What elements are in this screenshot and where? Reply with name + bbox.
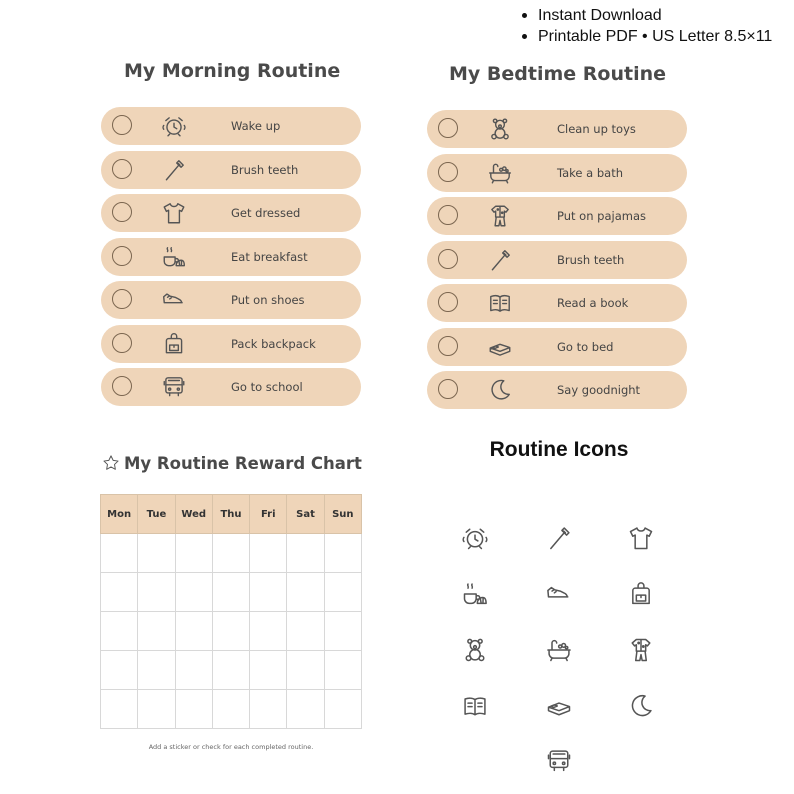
sticker-cell[interactable] — [324, 690, 361, 729]
moon-icon — [627, 692, 655, 720]
table-row — [101, 690, 362, 729]
routine-item-label: Take a bath — [557, 165, 623, 180]
bedtime-routine-item[interactable] — [427, 154, 687, 192]
toothbrush-icon — [487, 247, 513, 273]
backpack-icon — [627, 580, 655, 608]
toothbrush-icon — [161, 157, 187, 183]
routine-icons-title: Routine Icons — [489, 438, 629, 461]
alarm-clock-icon — [461, 524, 489, 552]
moon-icon — [487, 377, 513, 403]
sticker-cell[interactable] — [287, 690, 324, 729]
checkbox-circle[interactable] — [112, 115, 132, 135]
day-header-row — [101, 495, 362, 534]
checkbox-circle[interactable] — [438, 336, 458, 356]
day-header-mon: Mon — [101, 495, 138, 534]
alarm-clock-icon — [161, 113, 187, 139]
teddy-bear-icon — [461, 636, 489, 664]
routine-item-label: Clean up toys — [557, 122, 636, 136]
routine-icon-tile — [627, 692, 655, 720]
day-header-fri: Fri — [250, 495, 287, 534]
sticker-cell[interactable] — [212, 534, 249, 573]
routine-icon-tile — [545, 692, 573, 720]
shoes-icon — [161, 287, 187, 313]
checkbox-circle[interactable] — [112, 159, 132, 179]
sticker-cell[interactable] — [138, 534, 175, 573]
day-header-sat: Sat — [287, 495, 324, 534]
feature-item: Printable PDF • US Letter 8.5×11 — [520, 26, 772, 47]
routine-icon-tile — [545, 580, 573, 608]
sticker-cell[interactable] — [138, 573, 175, 612]
reward-chart-note: Add a sticker or check for each completed routine. — [148, 743, 314, 751]
sticker-cell[interactable] — [138, 612, 175, 651]
tshirt-icon — [627, 524, 655, 552]
sticker-cell[interactable] — [175, 690, 212, 729]
checkbox-circle[interactable] — [438, 249, 458, 269]
sticker-cell[interactable] — [212, 690, 249, 729]
breakfast-icon — [461, 580, 489, 608]
pajamas-icon — [627, 636, 655, 664]
routine-icon-tile — [627, 636, 655, 664]
feature-item: Instant Download — [520, 5, 772, 26]
bed-icon — [545, 692, 573, 720]
sticker-cell[interactable] — [287, 612, 324, 651]
sticker-cell[interactable] — [324, 573, 361, 612]
checkbox-circle[interactable] — [112, 333, 132, 353]
sticker-cell[interactable] — [175, 573, 212, 612]
breakfast-icon — [161, 244, 187, 270]
school-bus-icon — [545, 747, 573, 775]
reward-chart-title-text: My Routine Reward Chart — [124, 454, 362, 473]
teddy-bear-icon — [487, 116, 513, 142]
day-header-sun: Sun — [324, 495, 361, 534]
routine-icon-tile — [627, 580, 655, 608]
morning-routine-item[interactable] — [101, 107, 361, 145]
reward-chart-grid — [100, 494, 362, 729]
bedtime-routine-item[interactable] — [427, 284, 687, 322]
routine-item-label: Put on pajamas — [557, 209, 646, 223]
sticker-cell[interactable] — [138, 651, 175, 690]
book-icon — [487, 290, 513, 316]
table-row — [101, 651, 362, 690]
routine-item-label: Put on shoes — [231, 293, 305, 307]
toothbrush-icon — [545, 524, 573, 552]
morning-routine-item[interactable] — [101, 325, 361, 363]
sticker-cell[interactable] — [250, 573, 287, 612]
reward-chart-title — [102, 454, 362, 473]
pajamas-icon — [487, 203, 513, 229]
routine-item-label: Go to school — [231, 380, 303, 394]
checkbox-circle[interactable] — [112, 289, 132, 309]
bathtub-icon — [545, 636, 573, 664]
checkbox-circle[interactable] — [438, 292, 458, 312]
routine-item-label: Eat breakfast — [231, 249, 308, 264]
feature-list — [520, 5, 772, 47]
day-header-thu: Thu — [212, 495, 249, 534]
morning-routine-title: My Morning Routine — [124, 60, 341, 82]
morning-routine-item[interactable] — [101, 238, 361, 276]
table-row — [101, 612, 362, 651]
bedtime-routine-list — [427, 110, 687, 415]
routine-item-label: Say goodnight — [557, 383, 641, 397]
sticker-cell[interactable] — [101, 651, 138, 690]
morning-routine-item[interactable] — [101, 194, 361, 232]
sticker-cell[interactable] — [250, 651, 287, 690]
morning-routine-item[interactable] — [101, 281, 361, 319]
sticker-cell[interactable] — [287, 573, 324, 612]
shoes-icon — [545, 580, 573, 608]
bedtime-routine-item[interactable] — [427, 197, 687, 235]
routine-icon-tile — [627, 524, 655, 552]
routine-icon-tile — [545, 636, 573, 664]
sticker-cell[interactable] — [101, 534, 138, 573]
day-header-wed: Wed — [175, 495, 212, 534]
backpack-icon — [161, 331, 187, 357]
checkbox-circle[interactable] — [112, 202, 132, 222]
bathtub-icon — [487, 160, 513, 186]
routine-item-label: Go to bed — [557, 339, 614, 354]
tshirt-icon — [161, 200, 187, 226]
sticker-cell[interactable] — [287, 651, 324, 690]
sticker-cell[interactable] — [324, 612, 361, 651]
sticker-cell[interactable] — [250, 612, 287, 651]
sticker-cell[interactable] — [175, 651, 212, 690]
sticker-cell[interactable] — [101, 612, 138, 651]
bed-icon — [487, 334, 513, 360]
sticker-cell[interactable] — [287, 534, 324, 573]
bedtime-routine-item[interactable] — [427, 110, 687, 148]
sticker-cell[interactable] — [212, 573, 249, 612]
morning-routine-list — [101, 107, 361, 412]
bedtime-routine-title: My Bedtime Routine — [449, 63, 666, 85]
checkbox-circle[interactable] — [112, 246, 132, 266]
sticker-cell[interactable] — [101, 573, 138, 612]
morning-routine-item[interactable] — [101, 368, 361, 406]
sticker-cell[interactable] — [324, 534, 361, 573]
checkbox-circle[interactable] — [112, 376, 132, 396]
bedtime-routine-item[interactable] — [427, 241, 687, 279]
star-icon — [102, 454, 120, 472]
sticker-cell[interactable] — [175, 534, 212, 573]
routine-icon-tile — [461, 524, 489, 552]
table-row — [101, 534, 362, 573]
morning-routine-item[interactable] — [101, 151, 361, 189]
routine-icon-tile — [461, 636, 489, 664]
routine-item-label: Wake up — [231, 119, 281, 133]
routine-icon-tile — [545, 747, 573, 775]
school-bus-icon — [161, 374, 187, 400]
routine-item-label: Brush teeth — [557, 252, 625, 267]
routine-icon-tile — [461, 580, 489, 608]
routine-item-label: Brush teeth — [231, 162, 299, 177]
table-row — [101, 573, 362, 612]
routine-icon-tile — [461, 692, 489, 720]
checkbox-circle[interactable] — [438, 118, 458, 138]
sticker-cell[interactable] — [324, 651, 361, 690]
sticker-cell[interactable] — [212, 651, 249, 690]
sticker-cell[interactable] — [250, 534, 287, 573]
book-icon — [461, 692, 489, 720]
routine-item-label: Get dressed — [231, 206, 301, 220]
sticker-cell[interactable] — [250, 690, 287, 729]
sticker-cell[interactable] — [138, 690, 175, 729]
routine-icon-tile — [545, 524, 573, 552]
checkbox-circle[interactable] — [438, 205, 458, 225]
checkbox-circle[interactable] — [438, 162, 458, 182]
bedtime-routine-item[interactable] — [427, 371, 687, 409]
sticker-cell[interactable] — [175, 612, 212, 651]
bedtime-routine-item[interactable] — [427, 328, 687, 366]
sticker-cell[interactable] — [101, 690, 138, 729]
routine-item-label: Pack backpack — [231, 336, 316, 351]
routine-item-label: Read a book — [557, 296, 629, 310]
day-header-tue: Tue — [138, 495, 175, 534]
sticker-cell[interactable] — [212, 612, 249, 651]
checkbox-circle[interactable] — [438, 379, 458, 399]
